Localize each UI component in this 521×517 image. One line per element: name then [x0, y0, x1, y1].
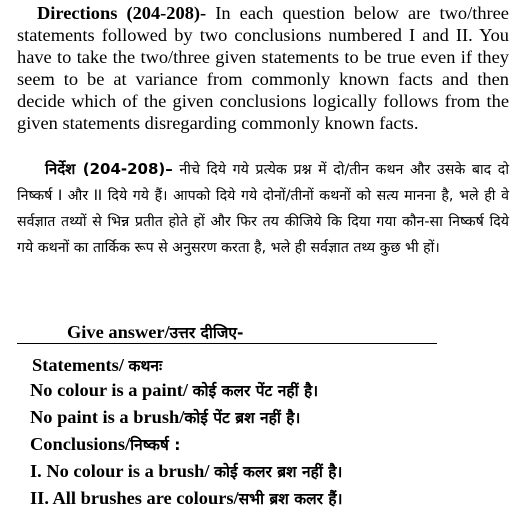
conclusions-heading-english: Conclusions/ [30, 434, 131, 454]
conclusion-1-hindi: कोई कलर ब्रश नहीं है। [214, 463, 343, 481]
directions-english [17, 2, 509, 134]
conclusions-heading-hindi: निष्कर्ष : [130, 436, 181, 454]
statements-heading [32, 354, 162, 377]
directions-english-text: In each question below are two/three statements followed by two conclusions numbered I and II. You have to take the two/three given statements to be true even if they seem to be at variance from commonly known facts and then decide which of the given conclusions logically follows from the given statements disregarding commonly known facts. [17, 3, 509, 133]
statement-item-2 [30, 406, 300, 429]
give-answer-english: Give answer/ [67, 322, 170, 342]
statement-item-1 [30, 379, 318, 402]
section-divider [17, 343, 437, 344]
statement-1-hindi: कोई कलर पेंट नहीं है। [192, 382, 319, 400]
conclusion-2-english: II. All brushes are colours/ [30, 488, 239, 508]
statement-2-hindi: कोई पेंट ब्रश नहीं है। [184, 409, 301, 427]
directions-hindi [17, 156, 509, 261]
statement-1-english: No colour is a paint/ [30, 380, 193, 400]
directions-hindi-text: नीचे दिये गये प्रत्येक प्रश्न में दो/तीन कथन और उसके बाद दो निष्कर्ष I और II दिये गये हैं। आपको दिये गये दोनों/तीनों कथनों को सत्य मानना है, भले ही वे सर्वज्ञात तथ्यों से भिन्न प्रतीत होते हों और फिर तय कीजिये कि दिया गया कौन-सा निष्कर्ष दिये गये कथनों का तार्किक रूप से अनुसरण करता है, भले ही सर्वज्ञात तथ्य कुछ भी हों। [17, 162, 509, 256]
conclusion-item-2 [30, 487, 342, 510]
statements-heading-hindi: कथनः [128, 357, 163, 375]
directions-hindi-lead: निर्देश (204-208)– [45, 160, 173, 178]
statement-2-english: No paint is a brush/ [30, 407, 185, 427]
conclusions-heading [30, 433, 180, 456]
conclusion-2-hindi: सभी ब्रश कलर हैं। [238, 490, 343, 508]
directions-english-lead: Directions (204-208)- [37, 3, 207, 23]
conclusion-item-1 [30, 460, 342, 483]
statements-heading-english: Statements/ [32, 355, 129, 375]
give-answer-line [67, 321, 243, 344]
conclusion-1-english: I. No colour is a brush/ [30, 461, 215, 481]
give-answer-hindi: उत्तर दीजिए- [169, 324, 244, 342]
